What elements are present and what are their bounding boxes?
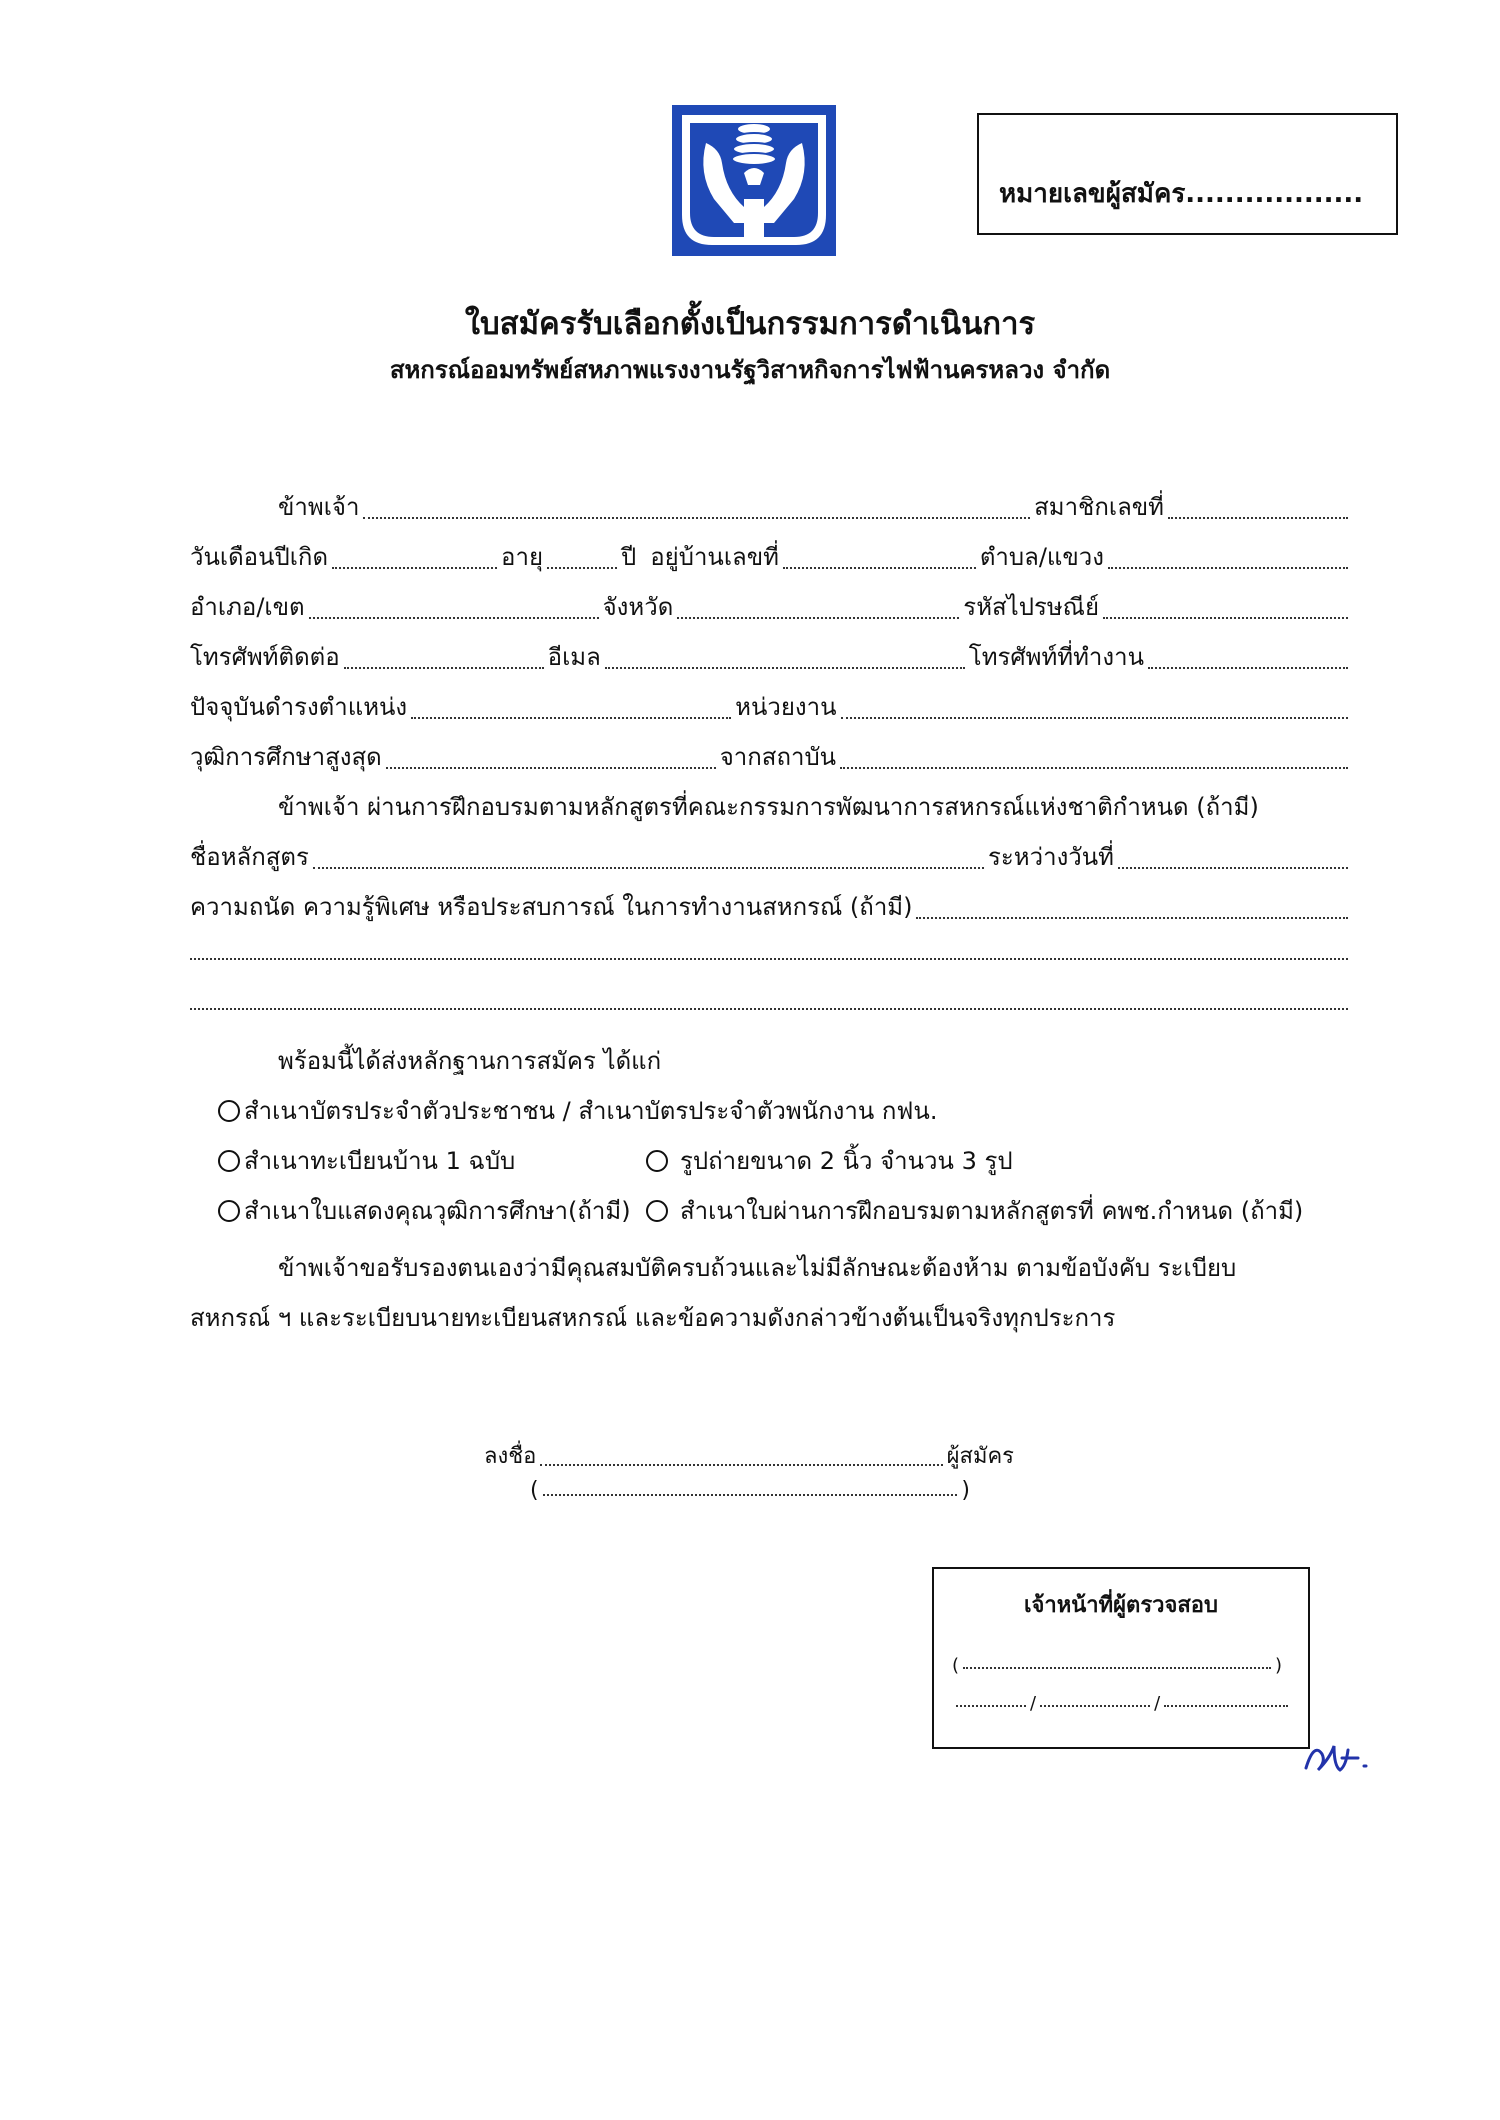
house-no-field[interactable] bbox=[783, 565, 976, 569]
subdistrict-field[interactable] bbox=[1108, 565, 1348, 569]
course-date-label: ระหว่างวันที่ bbox=[988, 843, 1114, 871]
unit-label: หน่วยงาน bbox=[735, 693, 837, 721]
year-label: ปี bbox=[621, 543, 637, 571]
expertise-extra-line-1[interactable] bbox=[190, 937, 1352, 967]
signature-field[interactable] bbox=[540, 1462, 942, 1466]
attachment-item[interactable]: สำเนาบัตรประจำตัวประชาชน / สำเนาบัตรประจำตัวพนักงาน กฟน. bbox=[218, 1091, 937, 1130]
district-label: อำเภอ/เขต bbox=[190, 593, 305, 621]
attachment-item[interactable]: สำเนาใบแสดงคุณวุฒิการศึกษา(ถ้ามี) bbox=[218, 1191, 631, 1230]
age-label: อายุ bbox=[501, 543, 543, 571]
officer-month-field[interactable] bbox=[1040, 1703, 1150, 1707]
birthdate-row bbox=[190, 537, 1352, 576]
unit-field[interactable] bbox=[841, 715, 1348, 719]
printed-name-row: ( ) bbox=[530, 1478, 970, 1503]
printed-name-field[interactable] bbox=[543, 1492, 958, 1496]
course-field[interactable] bbox=[313, 865, 984, 869]
contact-row bbox=[190, 637, 1352, 676]
position-field[interactable] bbox=[411, 715, 731, 719]
name-row bbox=[190, 487, 1352, 526]
expertise-label: ความถนัด ความรู้พิเศษ หรือประสบการณ์ ในการทำงานสหกรณ์ (ถ้ามี) bbox=[190, 893, 913, 921]
course-date-field[interactable] bbox=[1118, 865, 1348, 869]
house-no-label: อยู่บ้านเลขที่ bbox=[650, 543, 779, 571]
applicant-number-box[interactable] bbox=[977, 113, 1398, 235]
education-label: วุฒิการศึกษาสูงสุด bbox=[190, 743, 382, 771]
attachments-intro: พร้อมนี้ได้ส่งหลักฐานการสมัคร ได้แก่ bbox=[278, 1047, 662, 1075]
radio-circle-icon[interactable] bbox=[646, 1150, 668, 1172]
work-phone-label: โทรศัพท์ที่ทำงาน bbox=[968, 643, 1144, 671]
province-label: จังหวัด bbox=[602, 593, 674, 621]
training-statement: ข้าพเจ้า ผ่านการฝึกอบรมตามหลักสูตรที่คณะกรรมการพัฒนาการสหกรณ์แห่งชาติกำหนด (ถ้ามี) bbox=[278, 793, 1259, 821]
applicant-label: ผู้สมัคร bbox=[946, 1444, 1014, 1469]
attachment-item[interactable]: สำเนาทะเบียนบ้าน 1 ฉบับ bbox=[218, 1141, 515, 1180]
member-no-field[interactable] bbox=[1168, 515, 1348, 519]
attachment-item[interactable]: รูปถ่ายขนาด 2 นิ้ว จำนวน 3 รูป bbox=[646, 1141, 1013, 1180]
education-row bbox=[190, 737, 1352, 776]
signature-row bbox=[484, 1438, 1014, 1473]
officer-date-row: / / bbox=[952, 1693, 1292, 1714]
education-field[interactable] bbox=[386, 765, 716, 769]
handwritten-initials-icon bbox=[1300, 1736, 1370, 1780]
email-field[interactable] bbox=[605, 665, 965, 669]
province-field[interactable] bbox=[677, 615, 959, 619]
cooperative-logo-icon bbox=[670, 103, 838, 258]
officer-name-row: ( ) bbox=[952, 1655, 1282, 1676]
position-row bbox=[190, 687, 1352, 726]
institution-label: จากสถาบัน bbox=[719, 743, 837, 771]
certification-line-1: ข้าพเจ้าขอรับรองตนเองว่ามีคุณสมบัติครบถ้วนและไม่มีลักษณะต้องห้าม ตามข้อบังคับ ระเบียบ bbox=[278, 1254, 1237, 1282]
email-label: อีเมล bbox=[547, 643, 601, 671]
officer-title: เจ้าหน้าที่ผู้ตรวจสอบ bbox=[1023, 1593, 1218, 1618]
radio-circle-icon[interactable] bbox=[218, 1100, 240, 1122]
form-title: ใบสมัครรับเลือกตั้งเป็นกรรมการดำเนินการ bbox=[464, 306, 1036, 342]
position-label: ปัจจุบันดำรงตำแหน่ง bbox=[190, 693, 408, 721]
expertise-extra-line-2[interactable] bbox=[190, 987, 1352, 1017]
phone-label: โทรศัพท์ติดต่อ bbox=[190, 643, 340, 671]
officer-day-field[interactable] bbox=[956, 1703, 1026, 1707]
birthdate-label: วันเดือนปีเกิด bbox=[190, 543, 329, 571]
attachment-item[interactable]: สำเนาใบผ่านการฝึกอบรมตามหลักสูตรที่ คพช.กำหนด (ถ้ามี) bbox=[646, 1191, 1303, 1230]
expertise-field[interactable] bbox=[916, 915, 1348, 919]
phone-field[interactable] bbox=[344, 665, 544, 669]
subdistrict-label: ตำบล/แขวง bbox=[979, 543, 1104, 571]
radio-circle-icon[interactable] bbox=[218, 1150, 240, 1172]
form-subtitle: สหกรณ์ออมทรัพย์สหภาพแรงงานรัฐวิสาหกิจการไฟฟ้านครหลวง จำกัด bbox=[389, 356, 1111, 384]
sign-label: ลงชื่อ bbox=[484, 1444, 537, 1469]
postcode-field[interactable] bbox=[1103, 615, 1348, 619]
age-field[interactable] bbox=[547, 565, 617, 569]
certification-line-2: สหกรณ์ ฯ และระเบียบนายทะเบียนสหกรณ์ และข้อความดังกล่าวข้างต้นเป็นจริงทุกประการ bbox=[190, 1304, 1116, 1332]
expertise-row bbox=[190, 887, 1352, 926]
district-field[interactable] bbox=[309, 615, 599, 619]
institution-field[interactable] bbox=[840, 765, 1348, 769]
member-no-label: สมาชิกเลขที่ bbox=[1034, 493, 1164, 521]
officer-name-field[interactable] bbox=[963, 1665, 1271, 1669]
officer-year-field[interactable] bbox=[1164, 1703, 1288, 1707]
officer-verification-box bbox=[932, 1567, 1310, 1749]
radio-circle-icon[interactable] bbox=[218, 1200, 240, 1222]
course-row bbox=[190, 837, 1352, 876]
course-label: ชื่อหลักสูตร bbox=[190, 843, 309, 871]
district-row bbox=[190, 587, 1352, 626]
applicant-number-label: หมายเลขผู้สมัคร.................. bbox=[999, 179, 1364, 209]
postcode-label: รหัสไปรษณีย์ bbox=[963, 593, 1099, 621]
work-phone-field[interactable] bbox=[1148, 665, 1348, 669]
name-field[interactable] bbox=[363, 515, 1030, 519]
birthdate-field[interactable] bbox=[332, 565, 497, 569]
name-label: ข้าพเจ้า bbox=[278, 493, 360, 521]
radio-circle-icon[interactable] bbox=[646, 1200, 668, 1222]
